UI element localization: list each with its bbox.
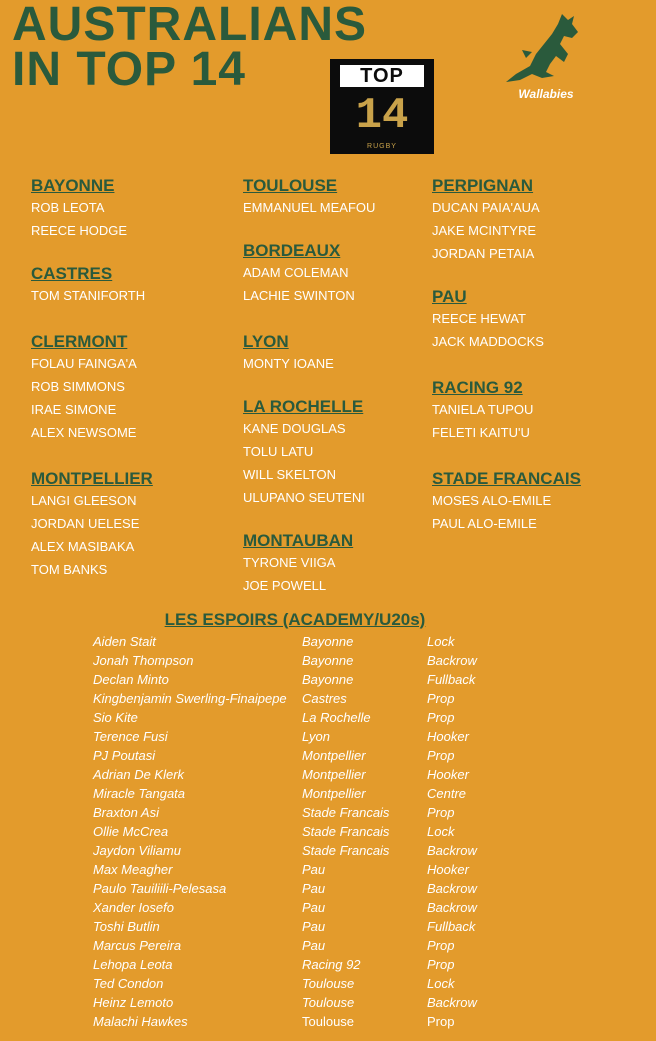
academy-row — [93, 1012, 507, 1031]
academy-position: Prop — [427, 957, 455, 972]
club-name: MONTAUBAN — [243, 531, 354, 550]
academy-row — [93, 974, 507, 993]
academy-row — [93, 822, 507, 841]
academy-row — [93, 841, 507, 860]
player: LACHIE SWINTON — [243, 288, 355, 303]
academy-club: Stade Francais — [302, 824, 390, 839]
academy-row — [93, 993, 507, 1012]
player: ADAM COLEMAN — [243, 265, 349, 280]
club-name: CLERMONT — [31, 332, 128, 351]
academy-name: Heinz Lemoto — [93, 995, 174, 1010]
academy-row — [93, 784, 507, 803]
club-name: LA ROCHELLE — [243, 397, 364, 416]
club-name: PERPIGNAN — [432, 176, 534, 195]
academy-club: Montpellier — [302, 748, 366, 763]
wallabies-logo — [496, 10, 596, 102]
player: JORDAN UELESE — [31, 516, 140, 531]
academy-name: Ted Condon — [93, 976, 164, 991]
academy-club: Pau — [302, 881, 326, 896]
academy-club: Montpellier — [302, 767, 366, 782]
top14-logo-word: TOP — [340, 65, 424, 87]
academy-position: Backrow — [427, 900, 477, 915]
academy-club: La Rochelle — [302, 710, 371, 725]
player: FELETI KAITU'U — [432, 425, 530, 440]
player: JAKE MCINTYRE — [432, 223, 537, 238]
clubs-column-left — [31, 176, 231, 581]
academy-club: Pau — [302, 862, 326, 877]
player: JORDAN PETAIA — [432, 246, 535, 261]
club-castres — [31, 264, 231, 307]
academy-club: Pau — [302, 919, 326, 934]
club-la-rochelle — [243, 397, 443, 509]
academy-position: Backrow — [427, 843, 477, 858]
academy-club: Stade Francais — [302, 805, 390, 820]
academy-club: Toulouse — [302, 1014, 355, 1029]
academy-position: Prop — [427, 1014, 455, 1029]
player: LANGI GLEESON — [31, 493, 137, 508]
player: TYRONE VIIGA — [243, 555, 336, 570]
wallabies-label: Wallabies — [518, 87, 574, 101]
title-line-1: AUSTRALIANS — [12, 0, 367, 51]
academy-row — [93, 746, 507, 765]
academy-position: Lock — [427, 824, 455, 839]
club-bordeaux — [243, 241, 443, 307]
academy-club: Pau — [302, 938, 326, 953]
academy-position: Prop — [427, 938, 455, 953]
academy-position: Centre — [427, 786, 467, 801]
club-name: CASTRES — [31, 264, 113, 283]
academy-club: Bayonne — [302, 672, 354, 687]
page-title — [12, 0, 367, 96]
club-name: TOULOUSE — [243, 176, 338, 195]
player: TOLU LATU — [243, 444, 314, 459]
top14-logo — [330, 59, 434, 154]
academy-list — [93, 632, 507, 1031]
academy-name: Miracle Tangata — [93, 786, 186, 801]
academy-row — [93, 651, 507, 670]
club-name: RACING 92 — [432, 378, 523, 397]
academy-position: Lock — [427, 976, 455, 991]
player: TOM BANKS — [31, 562, 108, 577]
club-perpignan — [432, 176, 632, 265]
club-toulouse — [243, 176, 443, 219]
player: JOE POWELL — [243, 578, 327, 593]
academy-name: Jaydon Viliamu — [93, 843, 181, 858]
academy-club: Castres — [302, 691, 347, 706]
academy-club: Lyon — [302, 729, 330, 744]
academy-name: Max Meagher — [93, 862, 173, 877]
academy-club: Bayonne — [302, 653, 354, 668]
academy-position: Fullback — [427, 672, 476, 687]
academy-club: Toulouse — [302, 976, 355, 991]
player: REECE HODGE — [31, 223, 128, 238]
academy-club: Montpellier — [302, 786, 366, 801]
academy-title: LES ESPOIRS (ACADEMY/U20s) — [164, 610, 426, 629]
clubs-column-middle — [243, 176, 443, 597]
academy-name: PJ Poutasi — [93, 748, 156, 763]
academy-name: Malachi Hawkes — [93, 1014, 188, 1029]
academy-name: Lehopa Leota — [93, 957, 173, 972]
club-stade-francais — [432, 469, 632, 535]
academy-position: Backrow — [427, 995, 477, 1010]
player: MOSES ALO-EMILE — [432, 493, 552, 508]
player: PAUL ALO-EMILE — [432, 516, 537, 531]
academy-name: Xander Iosefo — [93, 900, 174, 915]
academy-row — [93, 936, 507, 955]
academy-name: Terence Fusi — [93, 729, 168, 744]
academy-position: Hooker — [427, 729, 469, 744]
player: IRAE SIMONE — [31, 402, 117, 417]
academy-row — [93, 727, 507, 746]
club-clermont — [31, 332, 231, 444]
academy-row — [93, 689, 507, 708]
academy-club: Racing 92 — [302, 957, 361, 972]
top14-logo-number: 14 — [355, 91, 409, 141]
player: ALEX NEWSOME — [31, 425, 137, 440]
kangaroo-icon — [502, 10, 590, 86]
academy-club: Toulouse — [302, 995, 355, 1010]
player: REECE HEWAT — [432, 311, 526, 326]
player: ULUPANO SEUTENI — [243, 490, 365, 505]
academy-name: Paulo Tauiliili-Pelesasa — [93, 881, 227, 896]
academy-position: Hooker — [427, 862, 469, 877]
academy-row — [93, 765, 507, 784]
academy-row — [93, 708, 507, 727]
academy-name: Braxton Asi — [93, 805, 159, 820]
academy-row — [93, 917, 507, 936]
academy-row — [93, 879, 507, 898]
player: TANIELA TUPOU — [432, 402, 534, 417]
academy-position: Prop — [427, 710, 455, 725]
academy-club: Bayonne — [302, 634, 354, 649]
player: KANE DOUGLAS — [243, 421, 346, 436]
club-name: STADE FRANCAIS — [432, 469, 581, 488]
player: ROB LEOTA — [31, 200, 105, 215]
academy-position: Backrow — [427, 881, 477, 896]
academy-name: Marcus Pereira — [93, 938, 182, 953]
player: DUCAN PAIA'AUA — [432, 200, 540, 215]
academy-name: Kingbenjamin Swerling-Finaipepe — [93, 691, 287, 706]
player: ROB SIMMONS — [31, 379, 125, 394]
academy-row — [93, 632, 507, 651]
club-bayonne — [31, 176, 231, 242]
player: WILL SKELTON — [243, 467, 336, 482]
academy-name: Jonah Thompson — [93, 653, 194, 668]
club-montauban — [243, 531, 443, 597]
player: FOLAU FAINGA'A — [31, 356, 137, 371]
academy-club: Stade Francais — [302, 843, 390, 858]
club-montpellier — [31, 469, 231, 581]
club-name: LYON — [243, 332, 289, 351]
academy-row — [93, 670, 507, 689]
title-line-2: IN TOP 14 — [12, 43, 246, 96]
academy-row — [93, 898, 507, 917]
academy-position: Fullback — [427, 919, 476, 934]
club-name: MONTPELLIER — [31, 469, 153, 488]
academy-name: Ollie McCrea — [93, 824, 169, 839]
player: TOM STANIFORTH — [31, 288, 146, 303]
academy-position: Hooker — [427, 767, 469, 782]
player: JACK MADDOCKS — [432, 334, 544, 349]
club-lyon — [243, 332, 443, 375]
academy-name: Declan Minto — [93, 672, 169, 687]
academy-name: Sio Kite — [93, 710, 138, 725]
club-name: BAYONNE — [31, 176, 115, 195]
academy-position: Prop — [427, 805, 455, 820]
academy-club: Pau — [302, 900, 326, 915]
player: ALEX MASIBAKA — [31, 539, 135, 554]
clubs-column-right — [432, 176, 632, 535]
academy-name: Adrian De Klerk — [93, 767, 185, 782]
academy-position: Lock — [427, 634, 455, 649]
academy-row — [93, 803, 507, 822]
club-name: PAU — [432, 287, 467, 306]
academy-row — [93, 860, 507, 879]
player: EMMANUEL MEAFOU — [243, 200, 376, 215]
top14-logo-rugby: RUGBY — [367, 143, 397, 150]
player: MONTY IOANE — [243, 356, 334, 371]
club-racing-92 — [432, 378, 632, 444]
academy-name: Aiden Stait — [93, 634, 156, 649]
academy-position: Prop — [427, 748, 455, 763]
academy-position: Backrow — [427, 653, 477, 668]
club-pau — [432, 287, 632, 353]
academy-position: Prop — [427, 691, 455, 706]
club-name: BORDEAUX — [243, 241, 341, 260]
academy-row — [93, 955, 507, 974]
academy-name: Toshi Butlin — [93, 919, 160, 934]
